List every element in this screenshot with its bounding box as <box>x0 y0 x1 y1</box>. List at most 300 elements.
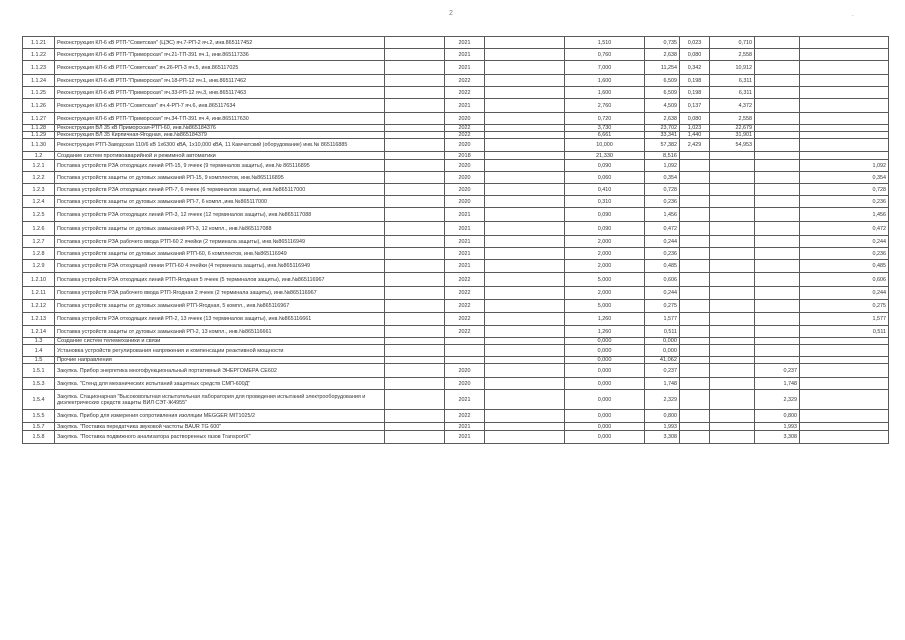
row-total-cell: 6,509 <box>645 87 680 99</box>
blank-cell <box>485 49 565 61</box>
row-net-cell: 31,901 <box>710 132 755 139</box>
row-name-cell: Реконструкция ВЛ 35 кВ Приморская-РТП-60, инв.№865184376 <box>55 125 385 132</box>
blank-cell <box>485 345 565 357</box>
row-minor-cell <box>680 300 710 313</box>
row-total-cell: 0,354 <box>645 172 680 184</box>
row-total-cell: 2,638 <box>645 113 680 125</box>
blank-cell <box>485 75 565 87</box>
blank-cell <box>385 49 445 61</box>
table-row <box>23 196 889 208</box>
blank-cell <box>385 160 445 172</box>
row-net-cell <box>710 236 755 248</box>
blank-cell <box>485 152 565 160</box>
row-net-cell: 54,953 <box>710 139 755 152</box>
blank-cell <box>485 423 565 431</box>
row-amount-cell: 1,260 <box>565 313 645 326</box>
row-amount-cell: 0,410 <box>565 184 645 196</box>
table-row <box>23 99 889 113</box>
blank-cell <box>385 345 445 357</box>
row-year-cell: 2021 <box>445 208 485 222</box>
row-name-cell: Поставка устройств защиты от дуговых замыканий РП-3, 12 компл., инв.№865117088 <box>55 222 385 236</box>
blank-cell <box>385 152 445 160</box>
row-code-cell: 1.2.13 <box>23 313 55 326</box>
row-total-cell: 1,993 <box>645 423 680 431</box>
table-row <box>23 139 889 152</box>
blank-cell <box>485 378 565 390</box>
table-row <box>23 172 889 184</box>
row-purchase-cell <box>755 75 800 87</box>
row-net-cell <box>710 222 755 236</box>
row-total-cell: 1,456 <box>645 208 680 222</box>
blank-cell <box>385 172 445 184</box>
row-code-cell: 1.5.1 <box>23 364 55 378</box>
row-total-cell: 0,800 <box>645 410 680 423</box>
row-purchase-cell <box>755 300 800 313</box>
row-name-cell: Реконструкция КЛ-6 кВ РТП-"Приморская" яч.18-РП-12 яч.1, инв.865117462 <box>55 75 385 87</box>
row-code-cell: 1.2.2 <box>23 172 55 184</box>
row-code-cell: 1.2.4 <box>23 196 55 208</box>
row-year-cell: 2020 <box>445 184 485 196</box>
row-year-cell: 2021 <box>445 99 485 113</box>
row-year-cell: 2022 <box>445 326 485 338</box>
row-amount-cell: 1,510 <box>565 37 645 49</box>
row-amount-cell: 0,720 <box>565 113 645 125</box>
row-amount-cell: 0,060 <box>565 172 645 184</box>
row-amount-cell: 0,000 <box>565 390 645 410</box>
row-name-cell: Поставка устройств РЗА рабочего ввода РТП-Ягодная 2 ячеек (2 терминала защиты), инв.№865116967 <box>55 287 385 300</box>
row-rza-cell <box>800 139 889 152</box>
row-year-cell <box>445 338 485 345</box>
blank-cell <box>485 132 565 139</box>
row-net-cell <box>710 208 755 222</box>
blank-cell <box>385 390 445 410</box>
table-row <box>23 248 889 260</box>
table-row <box>23 222 889 236</box>
table-row <box>23 208 889 222</box>
row-name-cell: Поставка устройств защиты от дуговых замыканий РТП-Ягодная, 5 компл., инв.№865116967 <box>55 300 385 313</box>
row-name-cell: Поставка устройств защиты от дуговых замыканий РП-7, 6 компл.,инв.№865117000 <box>55 196 385 208</box>
row-minor-cell <box>680 248 710 260</box>
row-year-cell: 2020 <box>445 378 485 390</box>
row-total-cell: 4,509 <box>645 99 680 113</box>
row-amount-cell: 2,000 <box>565 260 645 273</box>
blank-cell <box>385 87 445 99</box>
row-name-cell: Поставка устройств РЗА отходящей линии РТП-60 4 ячейки (4 терминала защиты), инв.№865116949 <box>55 260 385 273</box>
row-total-cell: 0,236 <box>645 248 680 260</box>
row-net-cell <box>710 326 755 338</box>
row-amount-cell: 5,000 <box>565 273 645 287</box>
row-amount-cell: 0,090 <box>565 222 645 236</box>
row-name-cell: Поставка устройств РЗА отходящих линий РП-2, 13 ячеек (13 терминалов защиты), инв.№865116661 <box>55 313 385 326</box>
blank-cell <box>485 125 565 132</box>
row-amount-cell: 0,090 <box>565 208 645 222</box>
blank-cell <box>385 378 445 390</box>
row-net-cell: 2,558 <box>710 49 755 61</box>
row-purchase-cell: 2,329 <box>755 390 800 410</box>
row-total-cell: 0,000 <box>645 338 680 345</box>
row-total-cell: 0,236 <box>645 196 680 208</box>
row-name-cell: Закупка. "Стенд для механических испытаний защитных средств СМП-600Д" <box>55 378 385 390</box>
table-row <box>23 287 889 300</box>
blank-cell <box>485 222 565 236</box>
row-amount-cell: 0,310 <box>565 196 645 208</box>
row-code-cell: 1.4 <box>23 345 55 357</box>
row-code-cell: 1.2.3 <box>23 184 55 196</box>
row-code-cell: 1.1.27 <box>23 113 55 125</box>
row-net-cell <box>710 364 755 378</box>
row-year-cell: 2022 <box>445 125 485 132</box>
row-purchase-cell <box>755 273 800 287</box>
row-amount-cell: 0,000 <box>565 357 645 364</box>
row-minor-cell <box>680 184 710 196</box>
row-minor-cell: 0,198 <box>680 75 710 87</box>
table-row <box>23 423 889 431</box>
row-amount-cell: 1,260 <box>565 326 645 338</box>
row-rza-cell: 0,511 <box>800 326 889 338</box>
row-purchase-cell <box>755 99 800 113</box>
blank-cell <box>385 248 445 260</box>
row-minor-cell: 0,198 <box>680 87 710 99</box>
row-year-cell: 2020 <box>445 196 485 208</box>
row-code-cell: 1.1.25 <box>23 87 55 99</box>
row-minor-cell <box>680 172 710 184</box>
row-amount-cell: 0,000 <box>565 345 645 357</box>
row-minor-cell <box>680 152 710 160</box>
blank-cell <box>385 338 445 345</box>
row-purchase-cell <box>755 87 800 99</box>
row-minor-cell <box>680 338 710 345</box>
section-row <box>23 345 889 357</box>
blank-cell <box>385 236 445 248</box>
row-total-cell: 0,237 <box>645 364 680 378</box>
table-row <box>23 160 889 172</box>
row-year-cell: 2022 <box>445 287 485 300</box>
row-rza-cell <box>800 75 889 87</box>
row-minor-cell: 1,440 <box>680 132 710 139</box>
blank-cell <box>485 37 565 49</box>
row-code-cell: 1.5.5 <box>23 410 55 423</box>
row-total-cell: 2,638 <box>645 49 680 61</box>
row-net-cell <box>710 423 755 431</box>
row-total-cell: 0,244 <box>645 236 680 248</box>
row-rza-cell <box>800 423 889 431</box>
row-purchase-cell <box>755 61 800 75</box>
row-name-cell: Реконструкция КЛ-6 кВ РТП-"Приморская" яч.33-РП-12 яч.3, инв.865117463 <box>55 87 385 99</box>
row-code-cell: 1.5.4 <box>23 390 55 410</box>
row-rza-cell <box>800 37 889 49</box>
row-total-cell: 3,308 <box>645 431 680 444</box>
row-purchase-cell <box>755 139 800 152</box>
row-name-cell: Поставка устройств защиты от дуговых замыканий РП-15, 9 комплектов, инв.№865116895 <box>55 172 385 184</box>
row-total-cell: 2,329 <box>645 390 680 410</box>
table-row <box>23 125 889 132</box>
blank-cell <box>485 300 565 313</box>
row-code-cell: 1.2.14 <box>23 326 55 338</box>
row-net-cell <box>710 287 755 300</box>
row-net-cell <box>710 357 755 364</box>
blank-cell <box>485 113 565 125</box>
corner-mark: . <box>852 12 854 18</box>
row-name-cell: Поставка устройств РЗА отходящих линий РП-3, 12 ячеек (12 терминалов защиты), инв.№865117088 <box>55 208 385 222</box>
page-number: 2 <box>449 10 453 17</box>
row-amount-cell: 0,000 <box>565 378 645 390</box>
table-row <box>23 87 889 99</box>
row-purchase-cell <box>755 260 800 273</box>
row-net-cell <box>710 273 755 287</box>
row-rza-cell: 1,577 <box>800 313 889 326</box>
row-year-cell: 2022 <box>445 132 485 139</box>
table-row <box>23 61 889 75</box>
row-name-cell: Реконструкция КЛ-6 кВ РТП-"Советская" (ЦЭС) яч.7-РП-2 яч.2, инв.865117452 <box>55 37 385 49</box>
row-net-cell <box>710 378 755 390</box>
table-row <box>23 390 889 410</box>
row-code-cell: 1.5.7 <box>23 423 55 431</box>
blank-cell <box>485 172 565 184</box>
section-row <box>23 338 889 345</box>
row-year-cell: 2020 <box>445 139 485 152</box>
blank-cell <box>385 184 445 196</box>
blank-cell <box>485 364 565 378</box>
row-code-cell: 1.1.22 <box>23 49 55 61</box>
row-purchase-cell <box>755 172 800 184</box>
row-rza-cell <box>800 364 889 378</box>
row-amount-cell: 1,600 <box>565 75 645 87</box>
row-year-cell: 2018 <box>445 152 485 160</box>
blank-cell <box>485 99 565 113</box>
row-amount-cell: 2,000 <box>565 248 645 260</box>
row-total-cell: 0,606 <box>645 273 680 287</box>
row-minor-cell <box>680 273 710 287</box>
row-net-cell <box>710 313 755 326</box>
row-purchase-cell <box>755 113 800 125</box>
row-total-cell: 1,092 <box>645 160 680 172</box>
row-year-cell: 2020 <box>445 113 485 125</box>
row-code-cell: 1.5.8 <box>23 431 55 444</box>
row-total-cell: 33,341 <box>645 132 680 139</box>
row-net-cell: 6,311 <box>710 75 755 87</box>
row-total-cell: 0,511 <box>645 326 680 338</box>
blank-cell <box>485 390 565 410</box>
row-total-cell: 0,244 <box>645 287 680 300</box>
row-rza-cell <box>800 338 889 345</box>
table-row <box>23 132 889 139</box>
row-year-cell <box>445 345 485 357</box>
row-net-cell <box>710 172 755 184</box>
row-net-cell <box>710 431 755 444</box>
row-year-cell: 2021 <box>445 236 485 248</box>
table-row <box>23 364 889 378</box>
blank-cell <box>385 410 445 423</box>
blank-cell <box>385 300 445 313</box>
row-minor-cell <box>680 357 710 364</box>
blank-cell <box>385 113 445 125</box>
row-rza-cell <box>800 152 889 160</box>
row-name-cell: Закупка. Прибор для измерения сопротивления изоляции MEGGER MIT1025/2 <box>55 410 385 423</box>
row-minor-cell: 2,429 <box>680 139 710 152</box>
row-code-cell: 1.2.9 <box>23 260 55 273</box>
row-name-cell: Закупка. Стационарная "Высоковольтная испытательная лаборатория для проведения испытаний электрооборудования и диэлектрических средств защиты ВИЛ СЭТ-Ж4955" <box>55 390 385 410</box>
row-rza-cell <box>800 132 889 139</box>
row-rza-cell: 1,456 <box>800 208 889 222</box>
row-code-cell: 1.1.26 <box>23 99 55 113</box>
row-rza-cell <box>800 61 889 75</box>
row-net-cell: 6,311 <box>710 87 755 99</box>
row-purchase-cell: 0,800 <box>755 410 800 423</box>
table-row <box>23 431 889 444</box>
table-row <box>23 326 889 338</box>
row-code-cell: 1.1.23 <box>23 61 55 75</box>
row-net-cell: 0,710 <box>710 37 755 49</box>
row-name-cell: Поставка устройств РЗА отходящих линий РТП-Ягодная 5 ячеек (5 терминалов защиты), инв.№865116967 <box>55 273 385 287</box>
blank-cell <box>385 61 445 75</box>
row-total-cell: 0,728 <box>645 184 680 196</box>
row-minor-cell <box>680 208 710 222</box>
row-net-cell <box>710 300 755 313</box>
investment-program-table <box>22 36 889 444</box>
row-net-cell <box>710 260 755 273</box>
row-minor-cell <box>680 260 710 273</box>
row-total-cell: 1,748 <box>645 378 680 390</box>
row-rza-cell <box>800 410 889 423</box>
row-total-cell: 0,000 <box>645 345 680 357</box>
row-net-cell <box>710 248 755 260</box>
row-rza-cell <box>800 99 889 113</box>
row-purchase-cell <box>755 345 800 357</box>
row-net-cell <box>710 152 755 160</box>
row-year-cell: 2020 <box>445 364 485 378</box>
row-amount-cell: 2,760 <box>565 99 645 113</box>
row-rza-cell <box>800 357 889 364</box>
row-rza-cell <box>800 378 889 390</box>
row-rza-cell: 0,485 <box>800 260 889 273</box>
row-year-cell: 2021 <box>445 390 485 410</box>
row-minor-cell <box>680 287 710 300</box>
row-total-cell: 0,275 <box>645 300 680 313</box>
row-rza-cell <box>800 431 889 444</box>
row-purchase-cell <box>755 313 800 326</box>
row-rza-cell: 0,244 <box>800 287 889 300</box>
row-minor-cell <box>680 431 710 444</box>
row-year-cell: 2021 <box>445 49 485 61</box>
row-code-cell: 1.5.3 <box>23 378 55 390</box>
row-code-cell: 1.3 <box>23 338 55 345</box>
row-year-cell: 2022 <box>445 313 485 326</box>
row-total-cell: 8,516 <box>645 152 680 160</box>
row-purchase-cell <box>755 160 800 172</box>
row-minor-cell <box>680 160 710 172</box>
row-rza-cell: 0,728 <box>800 184 889 196</box>
blank-cell <box>485 313 565 326</box>
blank-cell <box>485 431 565 444</box>
row-code-cell: 1.2.12 <box>23 300 55 313</box>
row-year-cell: 2022 <box>445 410 485 423</box>
table-row <box>23 300 889 313</box>
blank-cell <box>485 139 565 152</box>
row-year-cell: 2021 <box>445 248 485 260</box>
row-code-cell: 1.1.21 <box>23 37 55 49</box>
row-net-cell <box>710 338 755 345</box>
row-code-cell: 1.5 <box>23 357 55 364</box>
blank-cell <box>485 338 565 345</box>
row-code-cell: 1.1.28 <box>23 125 55 132</box>
row-amount-cell: 0,000 <box>565 410 645 423</box>
row-year-cell: 2022 <box>445 300 485 313</box>
row-rza-cell <box>800 113 889 125</box>
blank-cell <box>485 248 565 260</box>
row-name-cell: Поставка устройств РЗА рабочего ввода РТП-60 2 ячейки (2 терминала защиты), инв.№865116949 <box>55 236 385 248</box>
row-purchase-cell <box>755 152 800 160</box>
row-minor-cell <box>680 345 710 357</box>
table-row <box>23 49 889 61</box>
blank-cell <box>385 222 445 236</box>
row-net-cell <box>710 345 755 357</box>
row-total-cell: 23,702 <box>645 125 680 132</box>
row-rza-cell: 1,092 <box>800 160 889 172</box>
table-row <box>23 313 889 326</box>
blank-cell <box>385 423 445 431</box>
table-row <box>23 260 889 273</box>
row-amount-cell: 2,000 <box>565 287 645 300</box>
row-purchase-cell <box>755 357 800 364</box>
row-year-cell: 2021 <box>445 431 485 444</box>
row-year-cell: 2021 <box>445 423 485 431</box>
row-year-cell: 2022 <box>445 75 485 87</box>
row-purchase-cell <box>755 49 800 61</box>
row-amount-cell: 6,661 <box>565 132 645 139</box>
row-code-cell: 1.2.6 <box>23 222 55 236</box>
row-purchase-cell <box>755 287 800 300</box>
blank-cell <box>385 196 445 208</box>
blank-cell <box>485 61 565 75</box>
row-name-cell: Закупка. "Поставка передатчика звуковой частоты BAUR TG 600" <box>55 423 385 431</box>
row-amount-cell: 2,000 <box>565 236 645 248</box>
row-code-cell: 1.2.7 <box>23 236 55 248</box>
row-name-cell: Поставка устройств РЗА отходящих линий РП-7, 6 ячеек (6 терминалов защиты), инв.№865117000 <box>55 184 385 196</box>
row-year-cell: 2022 <box>445 273 485 287</box>
blank-cell <box>385 273 445 287</box>
row-purchase-cell <box>755 326 800 338</box>
row-net-cell <box>710 410 755 423</box>
table-row <box>23 75 889 87</box>
row-purchase-cell <box>755 338 800 345</box>
row-net-cell <box>710 184 755 196</box>
row-purchase-cell <box>755 248 800 260</box>
row-minor-cell <box>680 313 710 326</box>
blank-cell <box>385 287 445 300</box>
row-year-cell: 2020 <box>445 160 485 172</box>
row-rza-cell: 0,236 <box>800 248 889 260</box>
row-rza-cell: 0,606 <box>800 273 889 287</box>
row-rza-cell: 0,236 <box>800 196 889 208</box>
table-row <box>23 410 889 423</box>
row-total-cell: 1,577 <box>645 313 680 326</box>
section-row <box>23 357 889 364</box>
row-minor-cell <box>680 222 710 236</box>
row-minor-cell <box>680 410 710 423</box>
row-code-cell: 1.2.8 <box>23 248 55 260</box>
row-code-cell: 1.1.30 <box>23 139 55 152</box>
row-rza-cell: 0,275 <box>800 300 889 313</box>
table-row <box>23 113 889 125</box>
row-year-cell: 2021 <box>445 61 485 75</box>
row-year-cell: 2021 <box>445 37 485 49</box>
row-minor-cell: 0,080 <box>680 113 710 125</box>
row-minor-cell: 0,342 <box>680 61 710 75</box>
blank-cell <box>385 37 445 49</box>
row-minor-cell <box>680 423 710 431</box>
blank-cell <box>385 260 445 273</box>
row-total-cell: 57,382 <box>645 139 680 152</box>
